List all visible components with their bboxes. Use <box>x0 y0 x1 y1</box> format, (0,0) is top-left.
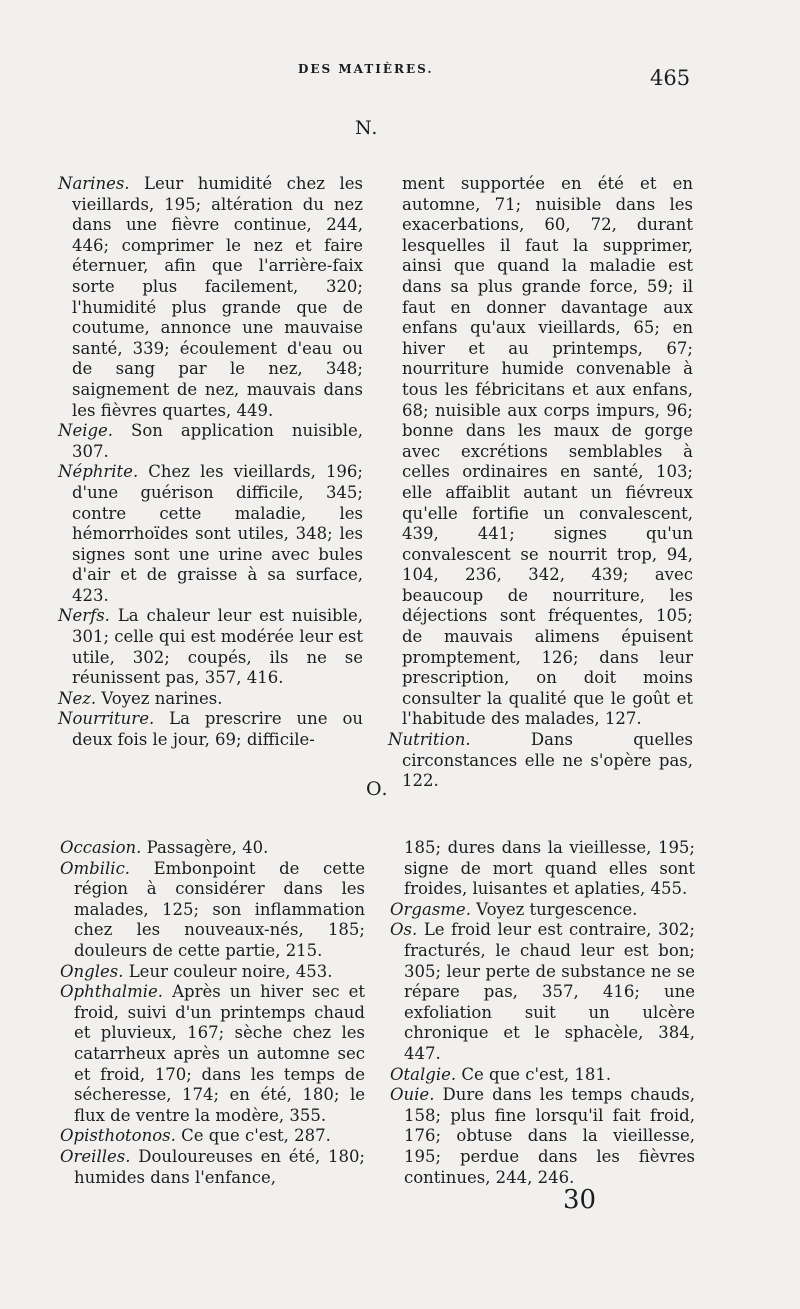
index-entry <box>390 1065 695 1086</box>
entry-text: Son application nuisible, 307. <box>72 421 363 461</box>
entry-text: La chaleur leur est nuisible, 301; celle qui est modérée leur est utile, 302; coupés, ils ne se réunissent pas, 357, 416. <box>72 606 363 688</box>
index-entry <box>60 1126 365 1147</box>
entry-text: Chez les vieillards, 196; d'une guérison difficile, 345; contre cette maladie, les hémorrhoïdes sont utiles, 348; les signes sont une urine avec bules d'air et de graisse à sa surface, 423. <box>72 462 363 605</box>
index-entry <box>60 838 365 859</box>
entry-headword: Otalgie. <box>390 1064 457 1084</box>
entry-headword: Nerfs. <box>58 606 110 626</box>
index-entry <box>60 859 365 962</box>
entry-text: Dure dans les temps chauds, 158; plus fine lorsqu'il fait froid, 176; obtuse dans la vieillesse, 195; perdue dans les fièvres continues, 244, 246. <box>404 1085 695 1187</box>
entry-headword: Oreilles. <box>60 1146 131 1166</box>
index-entry <box>58 709 363 750</box>
section-letter-n: N. <box>355 117 379 139</box>
entry-text: Dans quelles circonstances elle ne s'opère pas, 122. <box>402 730 693 791</box>
entry-text: Ce que c'est, 287. <box>175 1126 331 1146</box>
entry-text: Douloureuses en été, 180; humides dans l'enfance, <box>74 1146 365 1187</box>
index-entry <box>58 462 363 606</box>
entry-headword: Ongles. <box>60 961 124 981</box>
entry-headword: Nutrition. <box>388 730 471 750</box>
entry-continuation: ment supportée en été et en automne, 71; nuisible dans les exacerbations, 60, 72, durant lesquelles il faut la supprimer, ainsi que quand la maladie est dans sa plus grande force, 59; il faut en donner davantage aux enfans qu'aux vieillards, 65; en hiver et au printemps, 67; nourriture humide convenable à tous les fébricitans et aux enfans, 68; nuisible aux corps impurs, 96; bonne dans les maux de gorge avec excrétions semblables à celles ordinaires en santé, 103; elle affaiblit autant un fiévreux qu'elle fortifie un convalescent, 439, 441; signes qu'un convalescent se nourrit trop, 94, 104, 236, 342, 439; avec beaucoup de nourriture, les déjections sont fréquentes, 105; de mauvais alimens épuisent promptement, 126; dans leur prescription, on doit moins consulter la qualité que le goût et l'habitude des malades, 127. <box>402 174 693 729</box>
entry-continuation: 185; dures dans la vieillesse, 195; signe de mort quand elles sont froides, luisantes et aplaties, 455. <box>404 838 695 899</box>
entry-headword: Néphrite. <box>58 462 139 482</box>
index-entry <box>60 982 365 1126</box>
entry-text: Embonpoint de cette région à considérer dans les malades, 125; son inflammation chez les nouveaux-nés, 185; douleurs de cette partie, 215. <box>74 858 365 960</box>
entry-headword: Narines. <box>58 174 130 193</box>
index-entry <box>58 421 363 462</box>
entry-headword: Opisthotonos. <box>60 1126 176 1146</box>
entry-headword: Nourriture. <box>58 709 155 729</box>
section-n-left-column <box>58 174 363 751</box>
section-o-right-column <box>390 838 695 1188</box>
index-entry <box>390 900 695 921</box>
page-number: 465 <box>650 66 691 90</box>
section-letter-o: O. <box>366 778 389 800</box>
index-entry <box>58 689 363 710</box>
entry-headword: Ophthalmie. <box>60 982 164 1002</box>
entry-headword: Ouie. <box>390 1085 435 1105</box>
index-entry <box>60 962 365 983</box>
entry-headword: Ombilic. <box>60 858 131 878</box>
section-o-left-column <box>60 838 365 1188</box>
entry-text: Après un hiver sec et froid, suivi d'un printemps chaud et pluvieux, 167; sèche chez les catarrheux après un automne sec et froid, 170; dans les temps de sécheresse, 174; en été, 180; le flux de ventre la modère, 355. <box>74 982 365 1125</box>
index-entry <box>60 1147 365 1188</box>
entry-headword: Orgasme. <box>390 899 471 919</box>
index-entry <box>58 606 363 688</box>
entry-headword: Neige. <box>58 421 114 441</box>
entry-text: Leur humidité chez les vieillards, 195; altération du nez dans une fièvre continue, 244, 446; comprimer le nez et faire éternuer, afin que l'arrière-faix sorte plus facilement, 320; l'humidité plus grande que de coutume, annonce une mauvaise santé, 339; écoulement d'eau ou de sang par le nez, 348; saignement de nez, mauvais dans les fièvres quartes, 449. <box>72 174 363 420</box>
entry-headword: Nez. <box>58 688 97 708</box>
entry-text: Passagère, 40. <box>141 838 269 857</box>
index-entry <box>388 730 693 792</box>
entry-text: Voyez narines. <box>96 688 223 708</box>
entry-text: Le froid leur est contraire, 302; fracturés, le chaud leur est bon; 305; leur perte de substance ne se répare pas, 357, 416; une exfoliation suit un ulcère chronique et le sphacèle, 384, 447. <box>404 920 695 1063</box>
signature-mark: 30 <box>563 1185 597 1215</box>
section-n-right-column <box>388 174 693 792</box>
entry-headword: Os. <box>390 920 418 940</box>
entry-text: Leur couleur noire, 453. <box>123 961 333 981</box>
index-entry <box>390 1085 695 1188</box>
entry-text: Ce que c'est, 181. <box>456 1064 612 1084</box>
entry-text: La prescrire une ou deux fois le jour, 69; difficile- <box>72 709 363 750</box>
running-head: DES MATIÈRES. <box>298 62 434 76</box>
index-entry <box>58 174 363 421</box>
entry-text: Voyez turgescence. <box>470 899 638 919</box>
index-entry <box>390 920 695 1064</box>
entry-headword: Occasion. <box>60 838 142 857</box>
